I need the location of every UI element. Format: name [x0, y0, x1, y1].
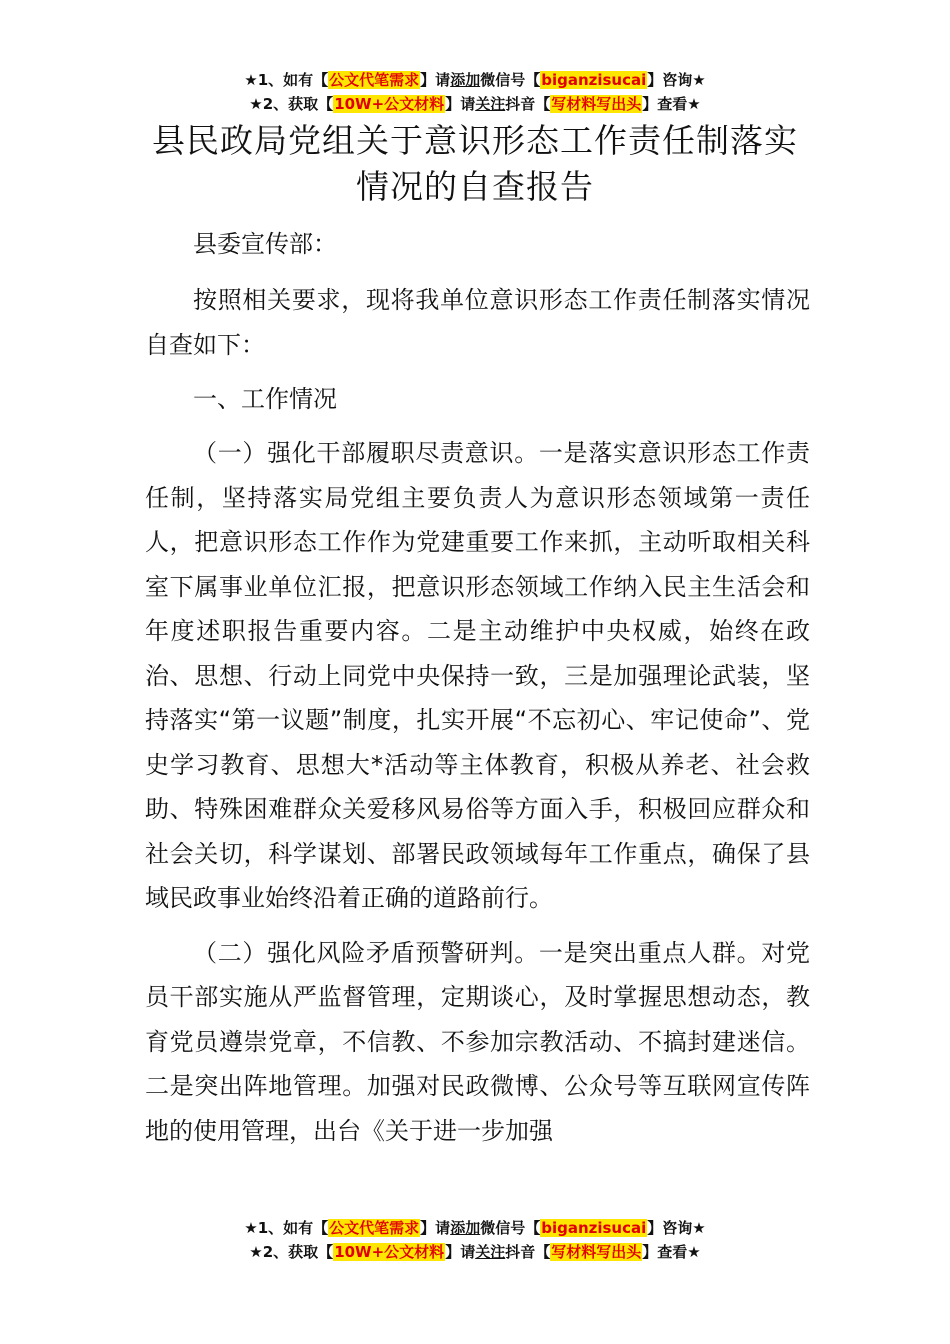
highlight-text: 写材料写出头: [551, 95, 642, 113]
highlight-text: biganzisucai: [541, 1219, 647, 1237]
document-title: [0, 118, 950, 210]
highlight-text: 10W+公文材料: [334, 95, 445, 113]
title-line-2: 情况的自查报告: [356, 167, 594, 206]
paragraph-2: （二）强化风险矛盾预警研判。一是突出重点人群。对党员干部实施从严监督管理，定期谈心，及时掌握思想动态，教育党员遵崇党章，不信教、不参加宗教活动、不搞封建迷信。二是突出阵地管理。加强对民政微博、公众号等互联网宣传阵地的使用管理，出台《关于进一步加强: [145, 938, 810, 1145]
highlight-text: 公文代笔需求: [329, 71, 420, 89]
highlight-text: 公文代笔需求: [329, 1219, 420, 1237]
footer-banner: [0, 1216, 950, 1264]
paragraph-1: （一）强化干部履职尽责意识。一是落实意识形态工作责任制，坚持落实局党组主要负责人为意识形态领域第一责任人，把意识形态工作作为党建重要工作来抓，主动听取相关科室下属事业单位汇报，把意识形态领域工作纳入民主生活会和年度述职报告重要内容。二是主动维护中央权威，始终在政治、思想、行动上同党中央保持一致，三是加强理论武装，坚持落实“第一议题”制度，扎实开展“不忘初心、牢记使命”、党史学习教育、思想大*活动等主体教育，积极从养老、社会救助、特殊困难群众关爱移风易俗等方面入手，积极回应群众和社会关切，科学谋划、部署民政领域每年工作重点，确保了县域民政事业始终沿着正确的道路前行。: [145, 439, 810, 912]
banner-line-2: ★2、获取【10W+公文材料】请关注抖音【写材料写出头】查看★: [249, 95, 701, 113]
document-body: [145, 222, 810, 1163]
highlight-text: 10W+公文材料: [334, 1243, 445, 1261]
header-banner: [0, 68, 950, 116]
salutation: 县委宣传部：: [193, 230, 337, 258]
highlight-text: biganzisucai: [541, 71, 647, 89]
highlight-text: 写材料写出头: [551, 1243, 642, 1261]
banner-line-1: ★1、如有【公文代笔需求】请添加微信号【biganzisucai】咨询★: [244, 1219, 706, 1237]
banner-line-1: ★1、如有【公文代笔需求】请添加微信号【biganzisucai】咨询★: [244, 71, 706, 89]
intro-paragraph: 按照相关要求，现将我单位意识形态工作责任制落实情况自查如下：: [145, 286, 810, 359]
title-line-1: 县民政局党组关于意识形态工作责任制落实: [152, 121, 798, 160]
banner-line-2: ★2、获取【10W+公文材料】请关注抖音【写材料写出头】查看★: [249, 1243, 701, 1261]
section-heading: 一、工作情况: [193, 385, 337, 413]
